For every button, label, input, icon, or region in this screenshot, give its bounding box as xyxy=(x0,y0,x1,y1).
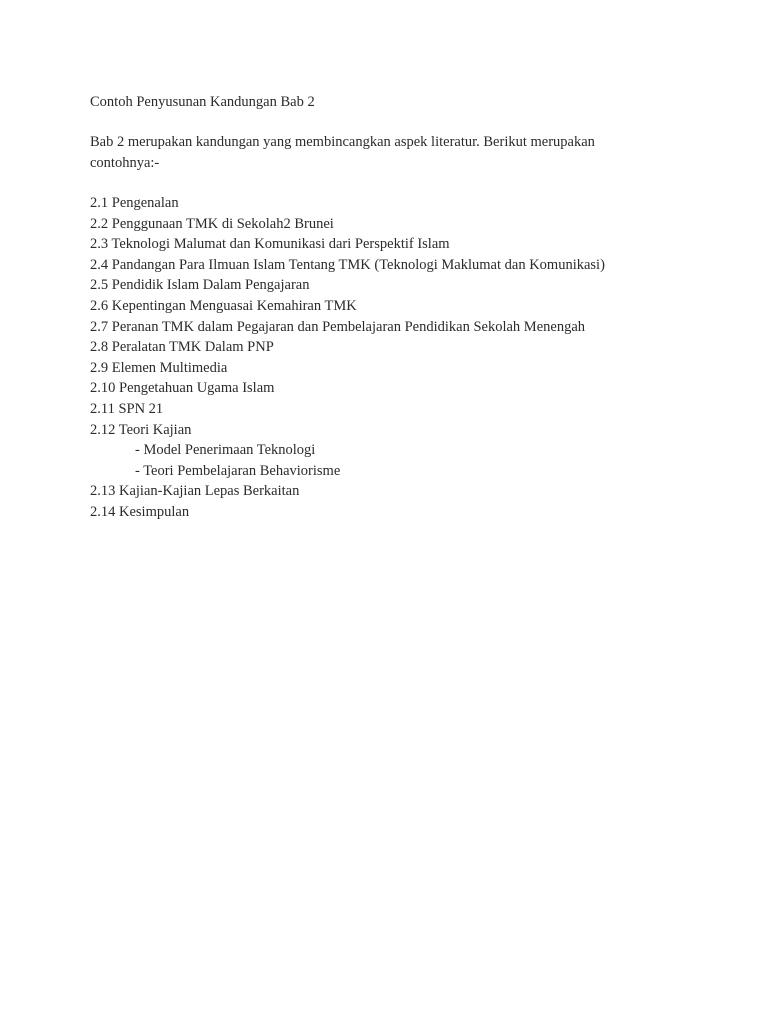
toc-item: 2.11 SPN 21 xyxy=(90,400,164,417)
toc-item: 2.10 Pengetahuan Ugama Islam xyxy=(90,380,275,397)
toc-item: 2.1 Pengenalan xyxy=(90,195,179,211)
toc-item: 2.9 Elemen Multimedia xyxy=(90,359,228,376)
table-of-contents xyxy=(90,193,730,523)
toc-item: 2.3 Teknologi Malumat dan Komunikasi dari Perspektif Islam xyxy=(90,236,450,253)
toc-item: 2.14 Kesimpulan xyxy=(90,503,190,520)
toc-item: 2.2 Penggunaan TMK di Sekolah2 Brunei xyxy=(90,215,334,232)
toc-subitem: - Model Penerimaan Teknologi xyxy=(135,442,316,459)
toc-item: 2.13 Kajian-Kajian Lepas Berkaitan xyxy=(90,483,300,500)
toc-item: 2.7 Peranan TMK dalam Pegajaran dan Pembelajaran Pendidikan Sekolah Menengah xyxy=(90,318,586,335)
document-page xyxy=(90,92,730,523)
document-title: Contoh Penyusunan Kandungan Bab 2 xyxy=(90,94,315,110)
intro-paragraph: Bab 2 merupakan kandungan yang membincangkan aspek literatur. Berikut merupakan contohnya:- xyxy=(90,134,595,171)
toc-item: 2.12 Teori Kajian xyxy=(90,421,192,438)
toc-item: 2.5 Pendidik Islam Dalam Pengajaran xyxy=(90,277,310,294)
toc-item: 2.8 Peralatan TMK Dalam PNP xyxy=(90,339,274,356)
toc-item: 2.4 Pandangan Para Ilmuan Islam Tentang TMK (Teknologi Maklumat dan Komunikasi) xyxy=(90,256,605,273)
toc-item: 2.6 Kepentingan Menguasai Kemahiran TMK xyxy=(90,297,357,314)
toc-subitem: - Teori Pembelajaran Behaviorisme xyxy=(135,462,341,479)
